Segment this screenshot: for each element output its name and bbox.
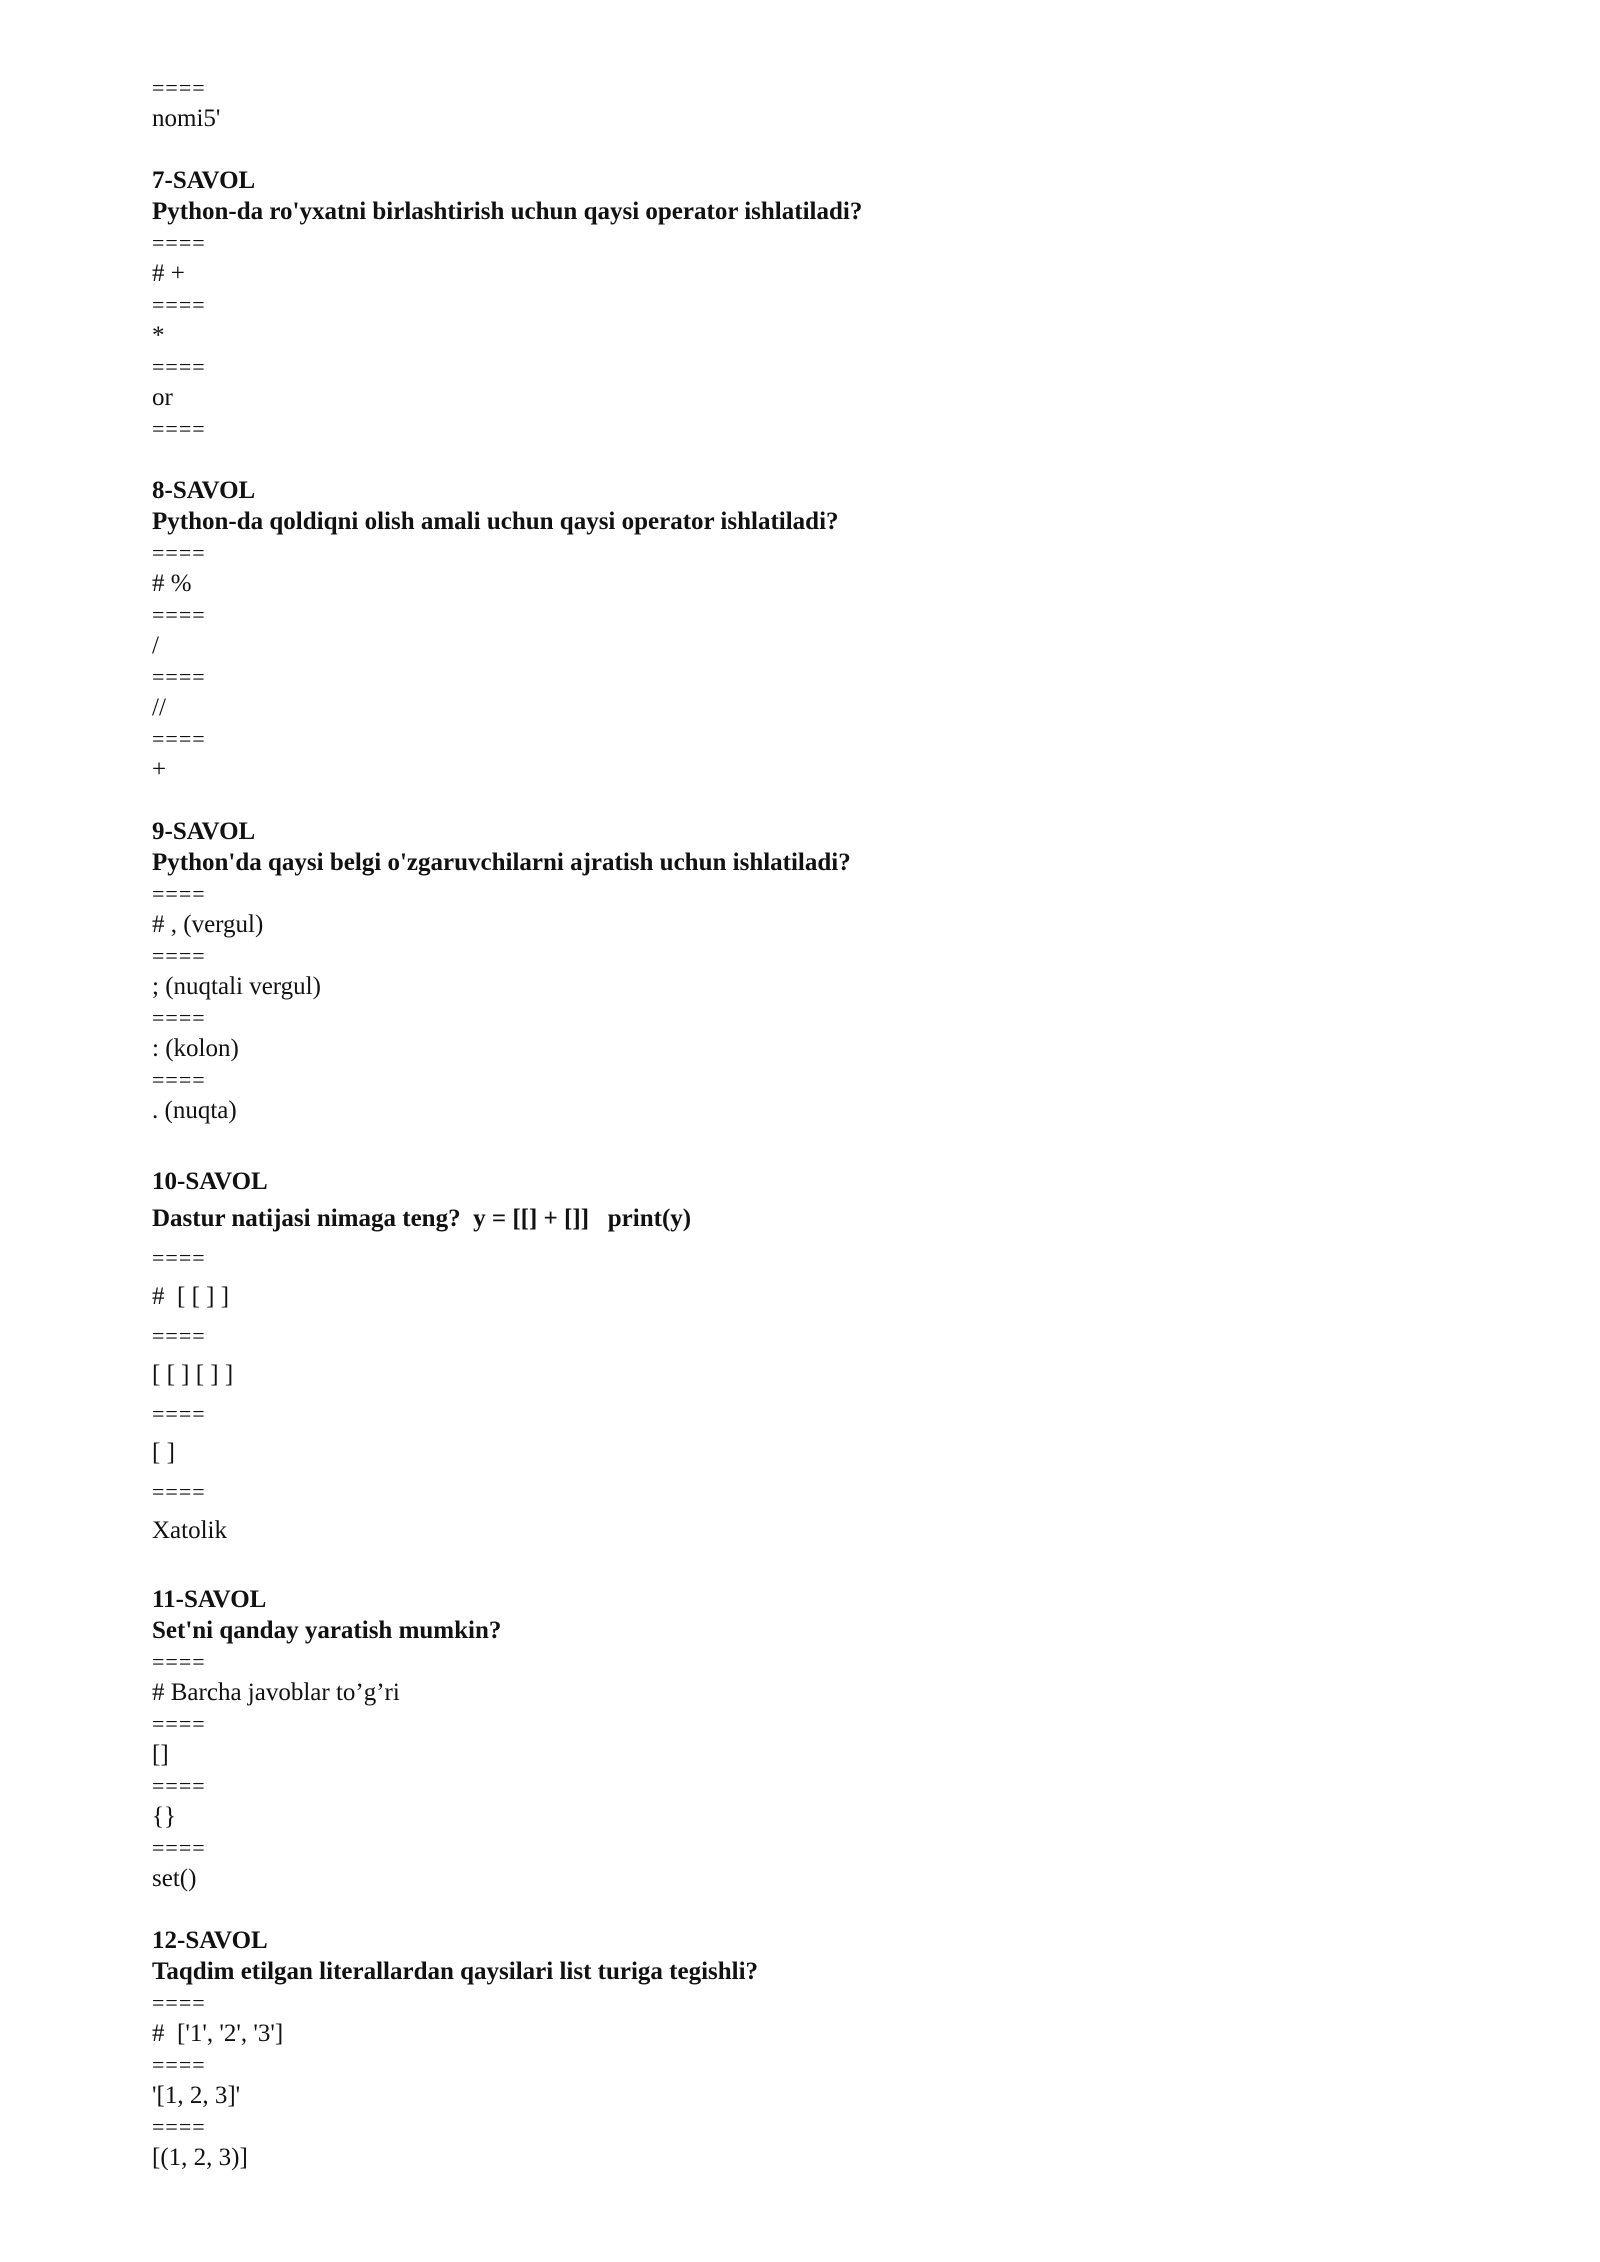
question-block-9 xyxy=(152,816,1452,1126)
separator: ==== xyxy=(152,1773,206,1798)
question-block-8 xyxy=(152,475,1452,785)
answer-option: Xatolik xyxy=(152,1517,227,1544)
answer-option: : (kolon) xyxy=(152,1035,239,1062)
spacer xyxy=(152,444,1452,475)
question-text: Set'ni qanday yaratish mumkin? xyxy=(152,1617,502,1644)
separator: ==== xyxy=(152,943,206,968)
answer-option-correct: # ['1', '2', '3'] xyxy=(152,2020,284,2047)
answer-option: + xyxy=(152,756,167,783)
answer-option: or xyxy=(152,384,173,411)
spacer xyxy=(152,1550,1452,1584)
separator: ==== xyxy=(152,1323,206,1348)
separator: ==== xyxy=(152,540,206,565)
separator: ==== xyxy=(152,1479,206,1504)
question-label: 8-SAVOL xyxy=(152,477,256,504)
question-text: Python-da qoldiqni olish amali uchun qaysi operator ishlatiladi? xyxy=(152,508,839,535)
question-text: Python'da qaysi belgi o'zgaruvchilarni ajratish uchun ishlatiladi? xyxy=(152,849,851,876)
separator: ==== xyxy=(152,1649,206,1674)
answer-option: . (nuqta) xyxy=(152,1097,237,1124)
separator: ==== xyxy=(152,354,206,379)
spacer xyxy=(152,1126,1452,1164)
answer-option: '[1, 2, 3]' xyxy=(152,2082,241,2109)
answer-option-correct: # Barcha javoblar to’g’ri xyxy=(152,1679,400,1706)
answer-option-correct: # [ [ ] ] xyxy=(152,1283,230,1310)
spacer xyxy=(152,785,1452,816)
separator: ==== xyxy=(152,1990,206,2015)
spacer xyxy=(152,134,1452,165)
answer-option: * xyxy=(152,322,165,349)
question-block-11 xyxy=(152,1584,1452,1894)
question-label: 11-SAVOL xyxy=(152,1586,267,1613)
answer-option: nomi5' xyxy=(152,105,221,132)
separator: ==== xyxy=(152,1245,206,1270)
separator: ==== xyxy=(152,602,206,627)
answer-option-correct: # , (vergul) xyxy=(152,911,264,938)
question-block-12 xyxy=(152,1925,1452,2173)
question-block-10 xyxy=(152,1164,1452,1550)
question-text: Taqdim etilgan literallardan qaysilari list turiga tegishli? xyxy=(152,1958,759,1985)
separator: ==== xyxy=(152,230,206,255)
question-label: 7-SAVOL xyxy=(152,167,256,194)
question-label: 9-SAVOL xyxy=(152,818,256,845)
spacer xyxy=(152,1894,1452,1925)
question-text: Dastur natijasi nimaga teng? y = [[] + []] print(y) xyxy=(152,1205,692,1232)
question-text: Python-da ro'yxatni birlashtirish uchun qaysi operator ishlatiladi? xyxy=(152,198,863,225)
answer-option: {} xyxy=(152,1803,176,1830)
separator: ==== xyxy=(152,1711,206,1736)
separator: ==== xyxy=(152,416,206,441)
separator: ==== xyxy=(152,1067,206,1092)
separator: ==== xyxy=(152,664,206,689)
separator: ==== xyxy=(152,1835,206,1860)
question-block-7 xyxy=(152,165,1452,444)
separator: ==== xyxy=(152,75,206,100)
answer-option: // xyxy=(152,694,166,721)
separator: ==== xyxy=(152,881,206,906)
answer-option: [ [ ] [ ] ] xyxy=(152,1361,234,1388)
separator: ==== xyxy=(152,2052,206,2077)
separator: ==== xyxy=(152,1401,206,1426)
answer-option: [ ] xyxy=(152,1439,175,1466)
separator: ==== xyxy=(152,1005,206,1030)
answer-option: / xyxy=(152,632,159,659)
answer-option: ; (nuqtali vergul) xyxy=(152,973,321,1000)
separator: ==== xyxy=(152,292,206,317)
question-label: 12-SAVOL xyxy=(152,1927,268,1954)
answer-option-correct: # + xyxy=(152,260,185,287)
answer-option: [] xyxy=(152,1741,169,1768)
intro-block xyxy=(152,72,1452,134)
answer-option: set() xyxy=(152,1865,197,1892)
question-label: 10-SAVOL xyxy=(152,1168,268,1195)
separator: ==== xyxy=(152,726,206,751)
answer-option: [(1, 2, 3)] xyxy=(152,2144,248,2171)
document-page xyxy=(152,72,1452,2173)
separator: ==== xyxy=(152,2114,206,2139)
answer-option-correct: # % xyxy=(152,570,192,597)
